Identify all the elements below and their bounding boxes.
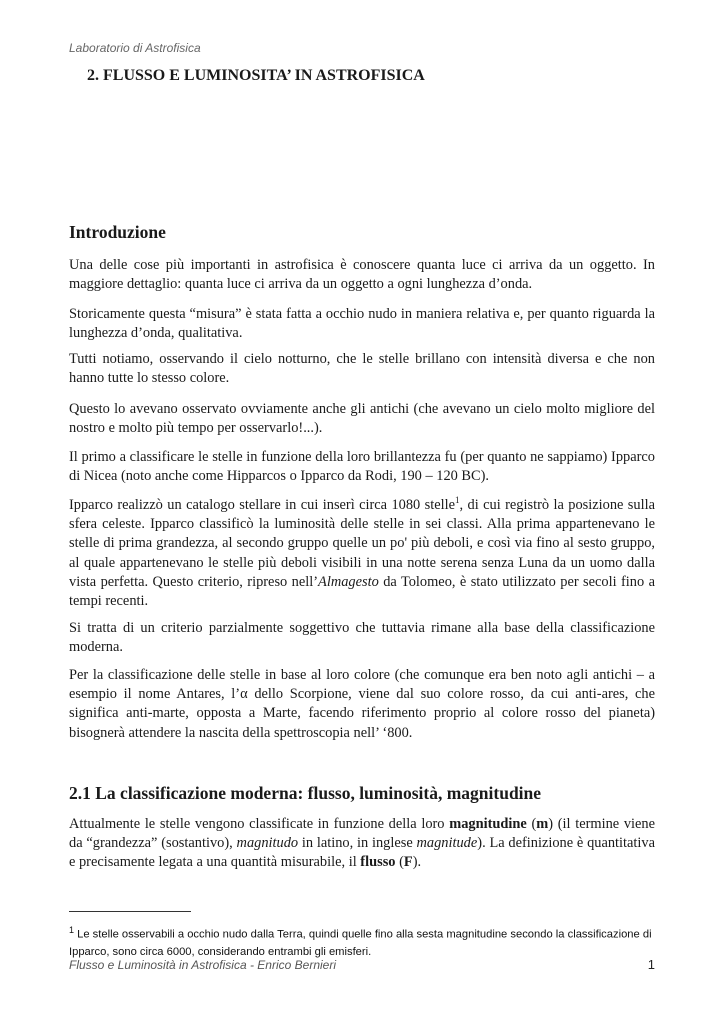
paragraph-1: Una delle cose più importanti in astrofisica è conoscere quanta luce ci arriva da un oggetto. In maggiore dettaglio: quanta luce ci arriva da un oggetto a ogni lunghezza d’onda.	[69, 257, 655, 293]
footnote-divider	[69, 911, 191, 912]
p9-text-1: Attualmente le stelle vengono classificate in funzione della loro	[69, 816, 450, 832]
paragraph-6-text-c: da Tolomeo, è stato utilizzato per secoli fino a tempi recenti.	[69, 573, 655, 610]
paragraph-6	[69, 496, 655, 611]
footnote-text: Le stelle osservabili a occhio nudo dalla Terra, quindi quelle fino alla sesta magnitudine secondo la classificazione di Ipparco, sono circa 6000, considerando entrambi gli emisferi.	[69, 928, 652, 958]
symbol-m: m	[536, 816, 549, 832]
p9-text-2: (	[526, 816, 537, 832]
term-magnitude: magnitude	[416, 835, 478, 852]
paragraph-7: Si tratta di un criterio parzialmente soggettivo che tuttavia rimane alla base della classificazione moderna.	[69, 620, 655, 656]
running-footer: Flusso e Luminosità in Astrofisica - Enrico Bernieri	[69, 958, 336, 972]
footnote-ref-1: 1	[455, 495, 460, 506]
term-flusso: flusso	[360, 854, 396, 871]
p9-text-6: (	[395, 854, 404, 871]
footnote-1	[69, 922, 655, 961]
chapter-title: 2. FLUSSO E LUMINOSITA’ IN ASTROFISICA	[87, 67, 425, 84]
page-number: 1	[647, 957, 655, 972]
paragraph-2: Storicamente questa “misura” è stata fatta a occhio nudo in maniera relativa e, per quanto riguarda la lunghezza d’onda, qualitativa.	[69, 306, 655, 342]
p9-text-3: ) (il termine viene da “grandezza” (sostantivo),	[69, 816, 656, 852]
section-heading-2-1: 2.1 La classificazione moderna: flusso, luminosità, magnitudine	[69, 783, 542, 803]
p9-text-5: ). La definizione è quantitativa e precisamente legata a una quantità misurabile, il	[69, 835, 655, 871]
paragraph-8: Per la classificazione delle stelle in base al loro colore (che comunque era ben noto agli antichi – a esempio il nome Antares, l’α dello Scorpione, viene dal suo colore rosso, da cui anti-ares, che significa anti-marte, opposta a Marte, facendo riferimento proprio al colore rosso del pianeta) bisognerà attendere la nascita della spettroscopia nell’ ‘800.	[69, 667, 655, 741]
paragraph-6-text-a: Ipparco realizzò un catalogo stellare in cui inserì circa 1080 stelle	[69, 497, 456, 513]
paragraph-5: Il primo a classificare le stelle in funzione della loro brillantezza fu (per quanto ne sappiamo) Ipparco di Nicea (noto anche come Hipparcos o Ipparco da Rodi, 190 – 120 BC).	[69, 449, 655, 485]
running-header: Laboratorio di Astrofisica	[69, 41, 201, 55]
paragraph-3: Tutti notiamo, osservando il cielo notturno, che le stelle brillano con intensità diversa e che non hanno tutte lo stesso colore.	[69, 351, 655, 387]
footnote-number: 1	[69, 925, 75, 935]
paragraph-9	[69, 815, 655, 873]
term-magnitudine: magnitudine	[449, 816, 527, 832]
symbol-f: F	[403, 854, 413, 871]
p9-text-7: ).	[412, 854, 422, 871]
term-magnitudo: magnitudo	[236, 835, 299, 852]
section-heading-introduzione: Introduzione	[69, 222, 166, 242]
p9-text-4: in latino, in inglese	[298, 835, 417, 852]
paragraph-4: Questo lo avevano osservato ovviamente anche gli antichi (che avevano un cielo molto migliore del nostro e molto più tempo per osservarlo!...).	[69, 401, 655, 437]
almagesto-italic: Almagesto	[318, 573, 379, 590]
paragraph-6-text-b: , di cui registrò la posizione sulla sfera celeste. Ipparco classificò la luminosità delle stelle in sei classi. Alla prima appartenevano le stelle di prima grandezza, al secondo gruppo quelle un po' più deboli, e così via fino al sesto gruppo, al quale appartenevano le stelle più deboli visibili in una notte serena senza Luna da un uomo dalla vista perfetta. Questo criterio, ripreso nell’	[69, 497, 655, 590]
